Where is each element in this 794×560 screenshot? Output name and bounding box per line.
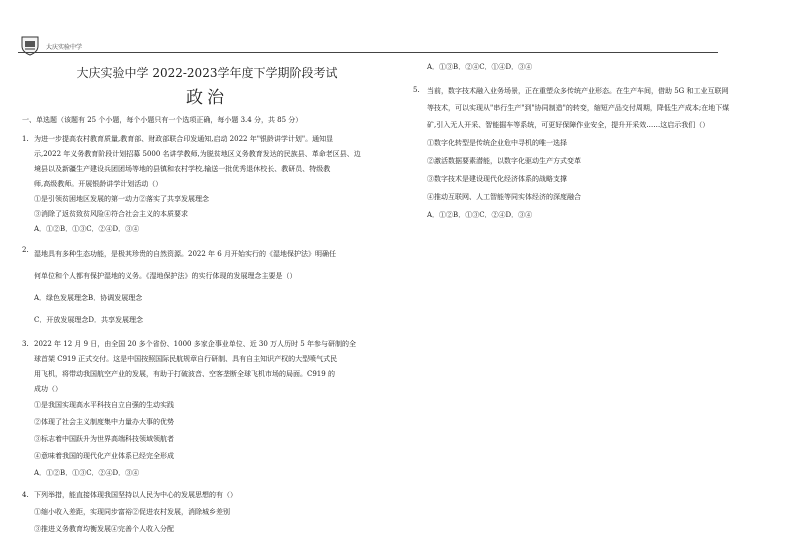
question-stem: 下列举措，能直接体现我国坚持以人民为中心的发展思想的有（）: [34, 491, 237, 499]
question-number: 3.: [22, 340, 29, 348]
option-line: ①是我国实现高水平科技自立自强的生动实践: [34, 401, 174, 409]
section-heading: 一、单选题（该题有 25 个小题，每个小题只有一个选项正确，每小题 3.4 分，共 85 分）: [22, 116, 303, 124]
question-number: 4.: [22, 491, 29, 499]
question-stem: 2022 年 12 月 9 日，由全国 20 多个省份、1000 多家企事业单位、近 30 万人历时 5 年参与研制的全: [34, 340, 356, 348]
question-number: 1.: [22, 135, 29, 143]
option-line: ④意味着我国的现代化产业体系已经完全形成: [34, 452, 174, 460]
question-stem: 等技术，可以实现从"串行生产"到"协同制造"的转变，缩短产品交付周期，降低生产成本;在地下煤: [427, 104, 730, 112]
question-stem: 湿地具有多种生态功能，是极其珍贵的自然资源。2022 年 6 月开始实行的《湿地保护法》明确任: [34, 250, 336, 258]
option-line: ①数字化转型是传统企业危中寻机的唯一选择: [427, 139, 567, 147]
subject-title: 政治: [186, 88, 228, 108]
question-stem: 何单位和个人都有保护湿地的义务。《湿地保护法》的实行体现的发展理念主要是（）: [34, 272, 297, 280]
question-1: [22, 132, 392, 192]
header-divider: [18, 52, 718, 53]
answer-choices: A．①②B．①③C．②④D．③④: [34, 469, 140, 477]
option-line: ①缩小收入差距，实现同步富裕②促进农村发展，消除城乡差别: [34, 508, 230, 516]
option-line: ③标志着中国跃升为世界高端科技领域领航者: [34, 435, 174, 443]
option-line: C．开放发展理念D．共享发展理念: [34, 316, 143, 324]
answer-choices: A．①②B．①③C．②④D．③④: [34, 225, 140, 233]
question-stem: 师,高级教师。开展银龄讲学计划活动（）: [34, 180, 163, 188]
question-2: [22, 243, 392, 287]
option-line: ③推进义务教育均衡发展④完善个人收入分配: [34, 525, 174, 533]
option-line: ①是引领贫困地区发展的第一动力②落实了共享发展理念: [34, 195, 209, 203]
answer-choices: A．①③B．②④C．①④D．③④: [427, 63, 533, 71]
question-stem: 境县以及新疆生产建设兵团团场等地的县镇和农村学校,输送一批优秀退休校长、教研员、特级教: [34, 165, 331, 173]
option-line: ②激活数据要素潜能，以数字化驱动生产方式变革: [427, 157, 581, 165]
option-line: A．绿色发展理念B．协调发展理念: [34, 294, 143, 302]
option-line: ②体现了社会主义制度集中力量办大事的优势: [34, 418, 174, 426]
right-column: [413, 60, 783, 224]
answer-choices: A．①②B．①③C．②④D．③④: [427, 211, 533, 219]
option-line: ④推动互联网、人工智能等同实体经济的深度融合: [427, 193, 581, 201]
question-3: [22, 337, 392, 397]
option-line: ③数字技术是建设现代化经济体系的战略支撑: [427, 175, 567, 183]
school-name: 大庆实验中学: [46, 44, 83, 51]
question-stem: 示,2022 年义务教育阶段计划招募 5000 名讲学教师,为脱贫地区义务教育发达的民族县、革命老区县、边: [34, 150, 361, 158]
question-stem: 成功（）: [34, 385, 62, 393]
left-column: [22, 62, 392, 537]
question-number: 5.: [413, 86, 420, 94]
question-stem: 当前，数字技术融入业务场景，正在重塑众多传统产业形态。在生产车间，借助 5G 和工业互联网: [427, 87, 729, 95]
question-stem: 用飞机，将带动我国航空产业的发展，有助于打破波音、空客垄断全球飞机市场的局面。C919 的: [34, 370, 335, 378]
question-5: [413, 83, 783, 134]
question-number: 2.: [22, 246, 29, 254]
question-stem: 矿,引入无人开采、智能掘车等系统，可更好保障作业安全，提升开采效……这启示我们（）: [427, 121, 710, 129]
question-4: [22, 488, 392, 503]
question-stem: 为进一步提高农村教育质量,教育部、财政部联合印发通知,启动 2022 年"银龄讲学计划"。通知显: [34, 135, 334, 143]
exam-title: 大庆实验中学 2022-2023学年度下学期阶段考试: [76, 66, 338, 80]
page-header: [18, 34, 718, 56]
option-line: ③消除了返贫致贫风险④符合社会主义的本质要求: [34, 210, 188, 218]
question-stem: 球首架 C919 正式交付。这是中国按照国际民航规章自行研制、具有自主知识产权的大型喷气式民: [34, 355, 338, 363]
